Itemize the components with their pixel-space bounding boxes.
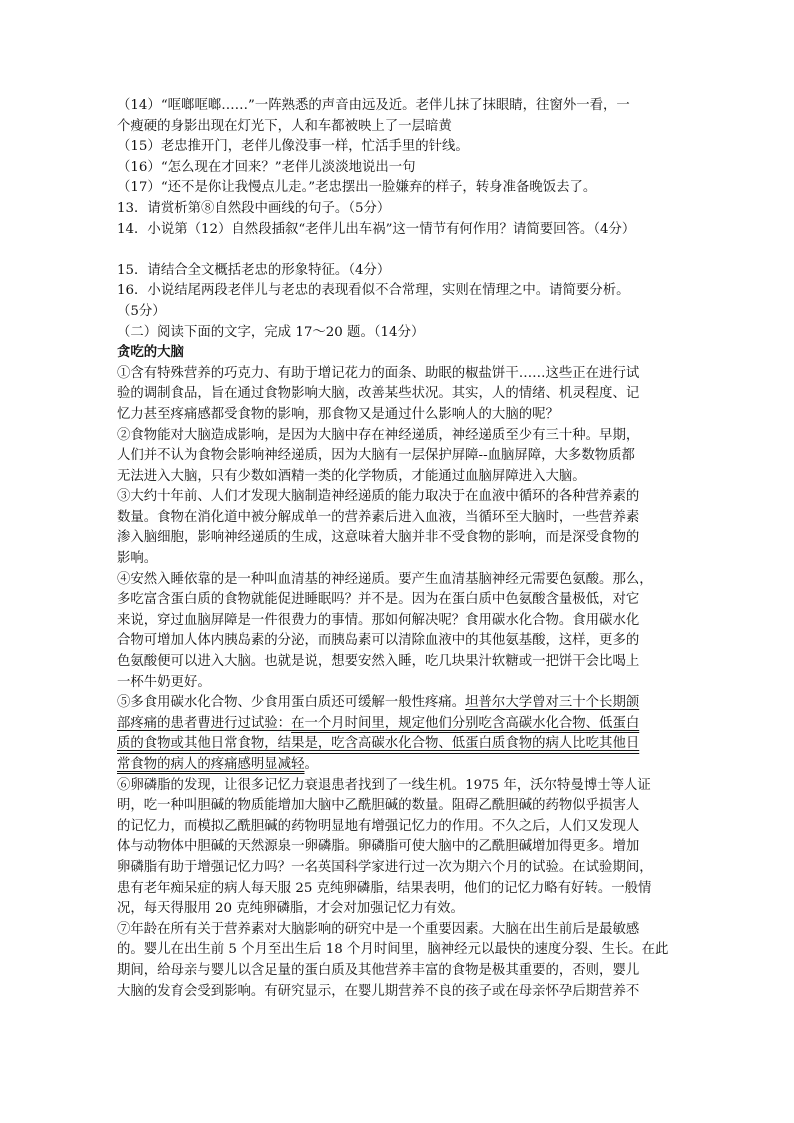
paragraph-3-line: 渗入脑细胞，影响神经递质的生成，这意味着大脑并非不受食物的影响，而是深受食物的 [117, 530, 640, 546]
story-p17: （17）“还不是你让我慢点儿走。”老忠摆出一脸嫌弃的样子，转身准备晚饭去了。 [117, 180, 597, 196]
paragraph-4-line: 色氨酸便可以进入大脑。也就是说，想要安然入睡，吃几块果汁软糖或一把饼干会比喝上 [117, 654, 640, 670]
paragraph-1-line: 验的调制食品，旨在通过食物影响大脑，改善某些状况。其实，人的情绪、机灵程度、记 [117, 386, 640, 402]
paragraph-4-line: ④安然入睡依靠的是一种叫血清基的神经递质。要产生血清基脑神经元需要色氨酸。那么， [117, 571, 653, 587]
p5-period: 。 [304, 757, 318, 772]
question-13: 13．请赏析第⑧自然段中画线的句子。（5分） [117, 200, 391, 216]
paragraph-6-line: 患有老年痴呆症的病人每天服 25 克纯卵磷脂，结果表明，他们的记忆力略有好转。一般情 [117, 880, 652, 896]
paragraph-4-line: 一杯牛奶更好。 [117, 674, 211, 690]
paragraph-6-line: 明，吃一种叫胆碱的物质能增加大脑中乙酰胆碱的数量。阻碍乙酰胆碱的药物似乎损害人 [117, 798, 640, 814]
paragraph-6-line: ⑥卵磷脂的发现，让很多记忆力衰退患者找到了一线生机。1975 年，沃尔特曼博士等人证 [117, 777, 651, 793]
paragraph-2-line: 无法进入大脑，只有少数如酒精一类的化学物质，才能通过血脑屏障进入大脑。 [117, 468, 586, 484]
p5-underlined-text: 部疼痛的患者曹进行过试验： [117, 715, 292, 731]
story-p16: （16）“怎么现在才回来？”老伴儿淡淡地说出一句 [117, 159, 416, 175]
paragraph-3-line: ③大约十年前、人们才发现大脑制造神经递质的能力取决于在血液中循环的各种营养素的 [117, 489, 640, 505]
paragraph-6-line: 体与动物体中胆碱的天然源泉一卵磷脂。卵磷脂可使大脑中的乙酰胆碱增加得更多。增加 [117, 839, 640, 855]
p5-underlined-text: 坦普尔大学曾对三十个长期颌 [465, 695, 640, 711]
paragraph-2-line: 人们并不认为食物会影响神经递质，因为大脑有一层保护屏障--血脑屏障，大多数物质都 [117, 448, 635, 464]
paragraph-5-line [117, 734, 679, 755]
question-16-line1: 16．小说结尾两段老伴儿与老忠的表现看似不合常理，实则在情理之中。请简要分析。 [117, 283, 630, 299]
paragraph-7-line: 期间，给母亲与婴儿以含足量的蛋白质及其他营养丰富的食物是极其重要的，否则，婴儿 [117, 962, 640, 978]
p5-double-underlined-text: 常食物的病人的疼痛感明显减轻 [117, 757, 305, 772]
story-p14-line2: 个瘦硬的身影出现在灯光下，人和车都被映上了一层暗黄 [117, 118, 452, 134]
paragraph-7-line: 大脑的发育会受到影响。有研究显示，在婴儿期营养不良的孩子或在母亲怀孕后期营养不 [117, 983, 640, 999]
paragraph-7-line: 的。婴儿在出生前 5 个月至出生后 18 个月时间里，脑神经元以最快的速度分裂、生长。在此 [117, 942, 669, 958]
paragraph-3-line: 影响。 [117, 551, 158, 567]
p5-double-underlined-text: 在一个月时间里，规定他们分别吃含高碳水化合物、低蛋白 [291, 715, 640, 731]
question-14: 14．小说第（12）自然段插叙“老伴儿出车祸”这一情节有何作用？请简要回答。（4分） [117, 221, 636, 237]
section-2-heading: （二）阅读下面的文字，完成 17～20 题。（14分） [117, 324, 425, 340]
article-title: 贪吃的大脑 [117, 345, 184, 361]
paragraph-1-line: ①含有特殊营养的巧克力、有助于增记花力的面条、助眠的椒盐饼干……这些正在进行试 [117, 365, 640, 381]
question-16-line2: （5分） [117, 303, 166, 319]
paragraph-6-line: 况，每天得服用 20 克纯卵磷脂，才会对加强记忆力有效。 [117, 901, 464, 917]
paragraph-4-line: 来说，穿过血脑屏障是一件很费力的事情。那如何解决呢？食用碳水化合物。食用碳水化 [117, 612, 640, 628]
paragraph-5-line [117, 714, 679, 735]
paragraph-5-line [117, 693, 679, 714]
p5-double-underlined-text: 质的食物或其他日常食物，结果是，吃含高碳水化合物、低蛋白质食物的病人比吃其他日 [117, 736, 640, 752]
paragraph-4-line: 多吃富含蛋白质的食物就能促进睡眠吗？并不是。因为在蛋白质中色氨酸含量极低，对它 [117, 592, 640, 608]
paragraph-6-line: 的记忆力，而模拟乙酰胆碱的药物明显地有增强记忆力的作用。不久之后，人们又发现人 [117, 818, 640, 834]
story-p15: （15）老忠推开门，老伴儿像没事一样，忙活手里的针线。 [117, 139, 469, 155]
story-p14-line1: （14）“哐啷哐啷……”一阵熟悉的声音由远及近。老伴儿抹了抹眼睛，往窗外一看，一 [117, 98, 630, 113]
answer-space [117, 240, 679, 261]
paragraph-6-line: 卵磷脂有助于增强记忆力吗？一名英国科学家进行过一次为期六个月的试验。在试验期间， [117, 859, 653, 875]
paragraph-7-line: ⑦年龄在所有关于营养素对大脑影响的研究中是一个重要因素。大脑在出生前后是最敏感 [117, 921, 640, 937]
paragraph-1-line: 忆力甚至疼痛感都受食物的影响，那食物又是通过什么影响人的大脑的呢？ [117, 406, 559, 422]
document-page [117, 96, 679, 1002]
question-15: 15．请结合全文概括老忠的形象特征。（4分） [117, 262, 391, 278]
paragraph-4-line: 合物可增加人体内胰岛素的分泌，而胰岛素可以清除血液中的其他氨基酸，这样，更多的 [117, 633, 640, 649]
paragraph-3-line: 数量。食物在消化道中被分解成单一的营养素后进入血液，当循环至大脑时，一些营养素 [117, 509, 640, 525]
paragraph-2-line: ②食物能对大脑造成影响，是因为大脑中存在神经递质，神经递质至少有三十种。早期， [117, 427, 640, 443]
paragraph-5-line [117, 755, 679, 776]
p5-plain-text: ⑤多食用碳水化合物、少食用蛋白质还可缓解一般性疼痛。 [117, 695, 466, 711]
